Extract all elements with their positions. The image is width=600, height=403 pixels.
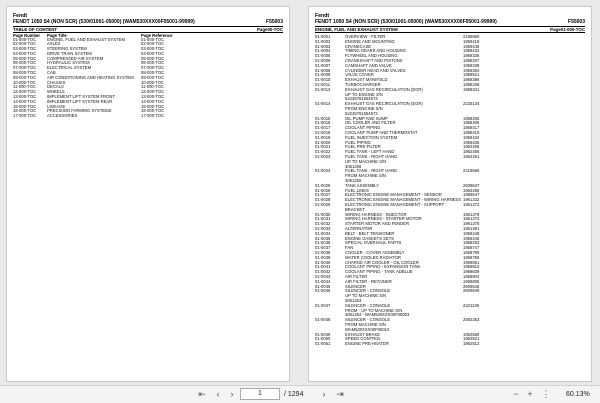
page-reference-cell: 1961375 xyxy=(463,221,480,227)
page-reference-cell: 05-000-TOC xyxy=(141,55,165,61)
page-reference-cell: 2609646 xyxy=(463,283,480,289)
page-number-cell: 01-0020 xyxy=(315,139,331,145)
page-number-cell: 01-0037 xyxy=(315,245,331,251)
page-title-cell: FUEL TANK - RIGHT HAND xyxy=(345,154,398,160)
page-number-cell: 01-0034 xyxy=(315,230,331,236)
page-number-cell: 01-0015 xyxy=(315,115,331,121)
page-title-row xyxy=(315,19,585,27)
page-title-cell: UP TO MACHINE S/N xyxy=(345,293,387,299)
page-reference-cell: 2609649 xyxy=(463,288,480,294)
column-header-page-title: Page Title xyxy=(47,32,67,38)
section-subtitle: TABLE OF CONTENT xyxy=(13,26,58,32)
page-number-cell: 01-0014 xyxy=(315,101,331,107)
page-reference-cell: 08-000-TOC xyxy=(141,70,165,76)
page-number-cell: 01-0031 xyxy=(315,216,331,222)
page-number-cell: 01-0027 xyxy=(315,192,331,198)
page-number-cell: 01-0033 xyxy=(315,225,331,231)
page-title-cell: FUEL INJECTION SYSTEM xyxy=(345,134,398,140)
page-number-cell: 01-0010 xyxy=(315,77,331,83)
page-title-cell: EXHAUST MANIFOLD xyxy=(345,77,388,83)
brand-label: Fendt xyxy=(13,13,28,19)
column-header-page-reference: Page Reference xyxy=(141,32,173,38)
page-title-cell: DECALS xyxy=(47,84,64,90)
table-row xyxy=(13,114,283,119)
page-number-cell: 01-0009 xyxy=(315,72,331,78)
page-title-cell: FROM MACHINE S/N xyxy=(345,321,386,327)
page-reference-cell: 1962456 xyxy=(463,149,480,155)
page-reference-cell: 12-000-TOC xyxy=(141,89,165,95)
doc-code: F55003 xyxy=(568,19,585,25)
page-number-cell: 01-0019 xyxy=(315,134,331,140)
page-reference-cell: 1968810 xyxy=(463,264,480,270)
page-title-cell: EXHAUST GAS RECIRCULATION (EGR) xyxy=(345,101,423,107)
page-reference-cell: 06-000-TOC xyxy=(141,60,165,66)
page-number-cell: 01-000-TOC xyxy=(13,36,37,42)
page-reference-cell: 1959418 xyxy=(463,38,480,44)
page-number-input[interactable]: 1 xyxy=(240,388,280,400)
page-title-cell: ELECTRICAL SYSTEM xyxy=(47,65,92,71)
page-number-cell: 01-0028 xyxy=(315,197,331,203)
page-reference-cell: 13-000-TOC xyxy=(141,94,165,100)
page-number-cell: 01-0045 xyxy=(315,283,331,289)
page-title-cell: CHARGE AIR COOLER - OIL COOLER xyxy=(345,259,419,265)
page-reference-cell: 16-000-TOC xyxy=(141,108,165,114)
page-number-cell: 01-0042 xyxy=(315,269,331,275)
page-number-cell: 10-000-TOC xyxy=(13,79,37,85)
page-reference-cell: 17-000-TOC xyxy=(141,113,165,119)
zoom-in-icon[interactable]: + xyxy=(527,389,533,399)
page-title-cell: COMPRESSED AIR SYSTEM xyxy=(47,55,104,61)
page-reference-cell: 01-000-TOC xyxy=(141,36,165,42)
page-title-cell: UP TO MACHINE S/N xyxy=(345,158,387,164)
page-title-cell: VALVE COVER xyxy=(345,72,374,78)
page-reference-cell: 1962521 xyxy=(463,336,480,342)
page-reference-label: Page01-000-TOC xyxy=(550,26,585,32)
page-title-cell: WIRING HARNESS - INJECTOR xyxy=(345,211,407,217)
page-title-cell: WATER COOLED RADIATOR xyxy=(345,254,401,260)
page-number-cell: 15-000-TOC xyxy=(13,103,37,109)
page-reference-cell: 1958419 xyxy=(463,130,480,136)
page-title-cell: ENGINE, FUEL AND EXHAUST SYSTEM xyxy=(47,36,125,42)
page-reference-cell: 1968789 xyxy=(463,249,480,255)
page-number-cell: 01-0001 xyxy=(315,34,331,40)
page-title-cell: WIRING HARNESS - STARTER MOTOR xyxy=(345,216,422,222)
page-number-cell: 01-0025 xyxy=(315,182,331,188)
page-reference-cell: 1958406 xyxy=(463,120,480,126)
page-title-cell: OIL PUMP AND SUMP xyxy=(345,115,388,121)
page-number-cell: 01-0003 xyxy=(315,43,331,49)
page-title-cell: COOLER - COVER ASSEMBLY xyxy=(345,249,405,255)
page-reference-cell: 1968804 xyxy=(463,273,480,279)
page-title-cell: FROM - UP TO MACHINE S/N xyxy=(345,307,403,313)
page-reference-cell: 1961379 xyxy=(463,211,480,217)
page-reference-cell: 10-000-TOC xyxy=(141,79,165,85)
page-reference-cell: 07-000-TOC xyxy=(141,65,165,71)
page-reference-label: Page00-TOC xyxy=(256,26,283,32)
page-number-cell: 02-000-TOC xyxy=(13,41,37,47)
page-reference-cell: 11-000-TOC xyxy=(141,84,164,90)
page-reference-cell: 1959433 xyxy=(463,48,480,54)
page-number-cell: 01-0044 xyxy=(315,278,331,284)
last-page-icon[interactable]: ⇥ xyxy=(336,389,344,399)
toc-table xyxy=(13,38,283,120)
page-reference-cell: 1958386 xyxy=(463,77,480,83)
page-title-cell: WHEELS xyxy=(47,89,65,95)
page-title-cell: SILENCER - CONSOLE xyxy=(345,288,391,294)
zoom-level: 60.13% xyxy=(566,391,590,398)
page-reference-cell: 1958337 xyxy=(463,58,480,64)
doc-code: F55003 xyxy=(266,19,283,25)
page-title-cell: WAM530XXX00F05010 xyxy=(345,326,390,332)
page-title-cell: SILENCER - CONSOLE xyxy=(345,317,391,323)
page-number-cell: 01-0038 xyxy=(315,249,331,255)
page-number-cell: 01-0008 xyxy=(315,67,331,73)
page-title-cell: 3061263 xyxy=(345,297,362,303)
page-title-cell: TANK ASSEMBLY xyxy=(345,182,380,188)
page-number-cell: 01-0016 xyxy=(315,120,331,126)
page-number-cell: 01-0011 xyxy=(315,82,331,88)
page-title-cell: SILENCER xyxy=(345,283,366,289)
page-title-cell: ENGINE GASKETS SETS xyxy=(345,235,395,241)
page-number-cell: 01-0005 xyxy=(315,53,331,59)
page-number-cell: 06-000-TOC xyxy=(13,60,37,66)
page-number-cell: 14-000-TOC xyxy=(13,98,37,104)
page-number-cell: 01-0024 xyxy=(315,168,331,174)
page-number-cell: 07-000-TOC xyxy=(13,65,37,71)
next-page-icon[interactable]: › xyxy=(322,389,326,399)
page-number-cell: 01-0004 xyxy=(315,48,331,54)
page-title-cell: OVERVIEW - FILTER xyxy=(345,34,386,40)
page-number-cell: 01-0017 xyxy=(315,125,331,131)
page-title-cell: AXLES xyxy=(47,41,61,47)
page-title-cell: FUEL TANK - RIGHT HAND xyxy=(345,168,398,174)
page-reference-cell: 1958341 xyxy=(463,86,480,92)
page-number-cell: 09-000-TOC xyxy=(13,74,37,80)
page-title-cell: CRANKCASE xyxy=(345,43,372,49)
page-number-cell: 01-0048 xyxy=(315,317,331,323)
page-title-cell: FUEL PIPING xyxy=(345,139,371,145)
page-reference-cell: 2225134 xyxy=(463,101,480,107)
menu-icon[interactable]: ⋮ xyxy=(541,389,551,399)
page-reference-cell: 1958446 xyxy=(463,235,480,241)
page-number-cell: 01-0026 xyxy=(315,187,331,193)
page-title-cell: IMPLEMENT LIFT SYSTEM FRONT xyxy=(47,94,116,100)
page-reference-cell: 1962496 xyxy=(463,187,480,193)
page-title-cell: CAMSHAFT AND VALVE xyxy=(345,62,392,68)
page-title-cell: AIR CONDITIONING AND HEATING SYSTEM xyxy=(47,74,134,80)
page-reference-cell: 15-000-TOC xyxy=(141,103,165,109)
page-number-cell: 01-0006 xyxy=(315,58,331,64)
page-reference-cell: 1958434 xyxy=(463,134,480,140)
page-reference-cell: 1958253 xyxy=(463,240,480,246)
page-reference-cell: 1968839 xyxy=(463,269,480,275)
page-title-cell: ELECTRONIC ENGINE MANAGEMENT - SUPPORT BRACKET xyxy=(345,201,445,212)
page-number-cell: 17-000-TOC xyxy=(13,113,37,119)
page-title-cell: FROM ENGINE S/N xyxy=(345,106,383,112)
page-title-cell: 52245761654573 xyxy=(345,96,378,102)
page-title-cell: ENGINE PRE-HEATER xyxy=(345,341,389,347)
page-number-cell: 01-0046 xyxy=(315,288,331,294)
page-title-cell: PRECISION FARMING SYSTEMS xyxy=(47,108,112,114)
page-number-cell: 03-000-TOC xyxy=(13,46,37,52)
page-reference-cell: 2188850 xyxy=(463,34,480,40)
page-title-cell: TURBOCHARGER xyxy=(345,82,381,88)
page-title-cell: FUEL TANK - LEFT HAND xyxy=(345,149,395,155)
document-page-right xyxy=(308,6,592,382)
page-reference-cell: 1959446 xyxy=(463,43,480,49)
page-reference-cell: 1962451 xyxy=(463,154,480,160)
page-number-cell: 01-0018 xyxy=(315,130,331,136)
page-number-cell: 01-0007 xyxy=(315,62,331,68)
page-number-cell: 01-0049 xyxy=(315,331,331,337)
page-title-cell: FROM MACHINE S/N xyxy=(345,173,386,179)
page-number-cell: 01-0051 xyxy=(315,341,331,347)
page-number-cell: 13-000-TOC xyxy=(13,94,37,100)
table-row xyxy=(315,342,585,347)
page-number-cell: 01-0029 xyxy=(315,201,331,207)
page-title-cell: COOLANT PIPING - TANK ADBLUE xyxy=(345,269,413,275)
parts-table xyxy=(315,35,585,347)
page-title-cell: CYLINDER HEAD AND VALVES xyxy=(345,67,406,73)
page-title-cell: EXHAUST BRAKE xyxy=(345,331,381,337)
page-reference-cell: 1958336 xyxy=(463,53,480,59)
prev-page-icon[interactable]: ‹ xyxy=(216,389,220,399)
page-reference-cell: 1958339 xyxy=(463,82,480,88)
section-subtitle: ENGINE, FUEL AND EXHAUST SYSTEM xyxy=(315,26,398,32)
page-number-cell: 11-000-TOC xyxy=(13,84,36,90)
page-reference-cell: 1958435 xyxy=(463,139,480,145)
page-title-cell: OIL COOLER AND FILTER xyxy=(345,120,396,126)
page-number-cell: 01-0013 xyxy=(315,86,331,92)
page-title-cell: LINKAGE xyxy=(47,103,66,109)
page-title: FENDT 1050 S4 (NON SCR) (530/01001-05000) (WAM530XXX00F05001-99999) xyxy=(13,19,195,25)
page-reference-cell: 1968758 xyxy=(463,254,480,260)
page-number-cell: 01-0023 xyxy=(315,154,331,160)
page-title-cell: COOLANT PIPING - EXPANSION TANK xyxy=(345,264,421,270)
page-number-cell: 01-0022 xyxy=(315,149,331,155)
page-reference-cell: 1961391 xyxy=(463,225,480,231)
page-title-cell: EXHAUST GAS RECIRCULATION (EGR) xyxy=(345,86,423,92)
page-number-cell: 12-000-TOC xyxy=(13,89,37,95)
page-reference-cell: 1958417 xyxy=(463,125,480,131)
page-reference-cell: 1958338 xyxy=(463,62,480,68)
page-reference-cell: 1958747 xyxy=(463,245,480,251)
page-reference-cell: 1968851 xyxy=(463,259,480,265)
page-reference-cell: 1958405 xyxy=(463,115,480,121)
page-reference-cell: 1962565 xyxy=(463,331,480,337)
next-page-icon[interactable]: › xyxy=(230,389,234,399)
page-number-cell: 04-000-TOC xyxy=(13,50,37,56)
page-title-cell: HYDRAULIC SYSTEM xyxy=(47,60,90,66)
page-number-cell: 01-0021 xyxy=(315,144,331,150)
page-title-cell: ACCESSORIES xyxy=(47,113,78,119)
page-reference-cell: 1968806 xyxy=(463,278,480,284)
page-title-cell: 3061259 xyxy=(345,178,362,183)
page-reference-cell: 1961332 xyxy=(463,197,480,203)
page-title-row xyxy=(13,19,283,27)
page-title-cell: ELECTRONIC ENGINE MANAGEMENT - SENSOR xyxy=(345,192,442,198)
page-reference-cell: 1958384 xyxy=(463,67,480,73)
page-number-cell: 05-000-TOC xyxy=(13,55,37,61)
page-reference-cell: 09-000-TOC xyxy=(141,74,165,80)
page-title-cell: ENGINE AND MOUNTING xyxy=(345,38,395,44)
first-page-icon[interactable]: ⇤ xyxy=(198,389,206,399)
page-title-cell: FUEL LINES xyxy=(345,187,369,193)
page-reference-cell: 1961374 xyxy=(463,216,480,222)
page-reference-cell: 2609647 xyxy=(463,182,480,188)
page-title-cell: DRIVE TRAIN SYSTEM xyxy=(47,50,92,56)
page-title-cell: TIMING GEARS AND HOUSING xyxy=(345,48,406,54)
page-reference-cell: 14-000-TOC xyxy=(141,98,165,104)
page-title-cell: CAB xyxy=(47,70,56,76)
page-title-cell: STARTER MOTOR AND FENDER xyxy=(345,221,409,227)
page-title-cell: COOLANT PIPING xyxy=(345,125,381,131)
page-title-cell: ELECTRONIC ENGINE MANAGEMENT - WIRING HARNESS xyxy=(345,197,462,203)
page-number-cell: 08-000-TOC xyxy=(13,70,37,76)
page-title-cell: SPEED CONTROL xyxy=(345,336,381,342)
page-reference-cell: 2221136 xyxy=(463,302,479,308)
page-number-cell: 01-0050 xyxy=(315,336,331,342)
page-number-cell: 01-0030 xyxy=(315,211,331,217)
page-title: FENDT 1050 S4 (NON SCR) (530/01001-05000) (WAM530XXX00F05001-99999) xyxy=(315,19,497,25)
page-title-cell: CHASSIS xyxy=(47,79,66,85)
page-number-cell: 01-0035 xyxy=(315,235,331,241)
page-reference-cell: 1958448 xyxy=(463,230,480,236)
page-title-cell: BELT - BELT TENSIONER xyxy=(345,230,395,236)
column-header-page-number: Page Number xyxy=(13,32,40,38)
page-title-cell: FUEL PRE-FILTER xyxy=(345,144,381,150)
page-title-cell: COOLANT PUMP AND THERMOSTAT xyxy=(345,130,418,136)
page-total-label: / 1294 xyxy=(284,391,304,398)
page-number-cell: 01-0002 xyxy=(315,38,331,44)
page-title-cell: 3061264 - WAM530XXX00F05003 xyxy=(345,312,410,318)
page-number-cell: 01-0036 xyxy=(315,240,331,246)
page-reference-cell: 04-000-TOC xyxy=(141,50,165,56)
brand-label: Fendt xyxy=(315,13,330,19)
page-title-cell: FAN xyxy=(345,245,354,251)
page-title-cell: IMPLEMENT LIFT SYSTEM REAR xyxy=(47,98,113,104)
page-reference-cell: 2218666 xyxy=(463,168,480,174)
page-reference-cell: 1961372 xyxy=(463,201,480,207)
zoom-out-icon[interactable]: − xyxy=(513,389,519,399)
page-number-cell: 16-000-TOC xyxy=(13,108,37,114)
page-title-cell: SPECIAL OVERHAUL PARTS xyxy=(345,240,402,246)
page-number-cell: 01-0039 xyxy=(315,254,331,260)
page-title-cell: AIR FILTER xyxy=(345,273,368,279)
pdf-toolbar xyxy=(0,385,600,403)
page-title-cell: CRANKSHAFT AND PISTONS xyxy=(345,58,403,64)
document-page-left xyxy=(6,6,290,382)
page-title-cell: SILENCER - CONSOLE xyxy=(345,302,391,308)
page-reference-cell: 03-000-TOC xyxy=(141,46,165,52)
page-title-cell: 52245761654573 xyxy=(345,110,378,116)
page-title-cell: ALTERNATOR xyxy=(345,225,373,231)
page-title-cell: 3061258 xyxy=(345,163,362,169)
page-number-cell: 01-0040 xyxy=(315,259,331,265)
page-reference-cell: 1962512 xyxy=(463,341,480,347)
page-title-cell: FLYWHEEL AND HOUSING xyxy=(345,53,398,59)
page-reference-cell: 1959647 xyxy=(463,192,480,198)
page-number-cell: 01-0032 xyxy=(315,221,331,227)
page-reference-cell: 2592353 xyxy=(463,317,480,323)
page-number-cell: 01-0047 xyxy=(315,302,331,308)
page-title-cell: STEERING SYSTEM xyxy=(47,46,87,52)
page-number-cell: 01-0043 xyxy=(315,273,331,279)
page-reference-cell: 1959521 xyxy=(463,72,480,78)
page-reference-cell: 02-000-TOC xyxy=(141,41,165,47)
page-number-cell: 01-0041 xyxy=(315,264,331,270)
page-title-cell: AIR FILTER - RETAINER xyxy=(345,278,392,284)
page-title-cell: UP TO ENGINE S/N xyxy=(345,91,383,97)
page-reference-cell: 1962466 xyxy=(463,144,480,150)
